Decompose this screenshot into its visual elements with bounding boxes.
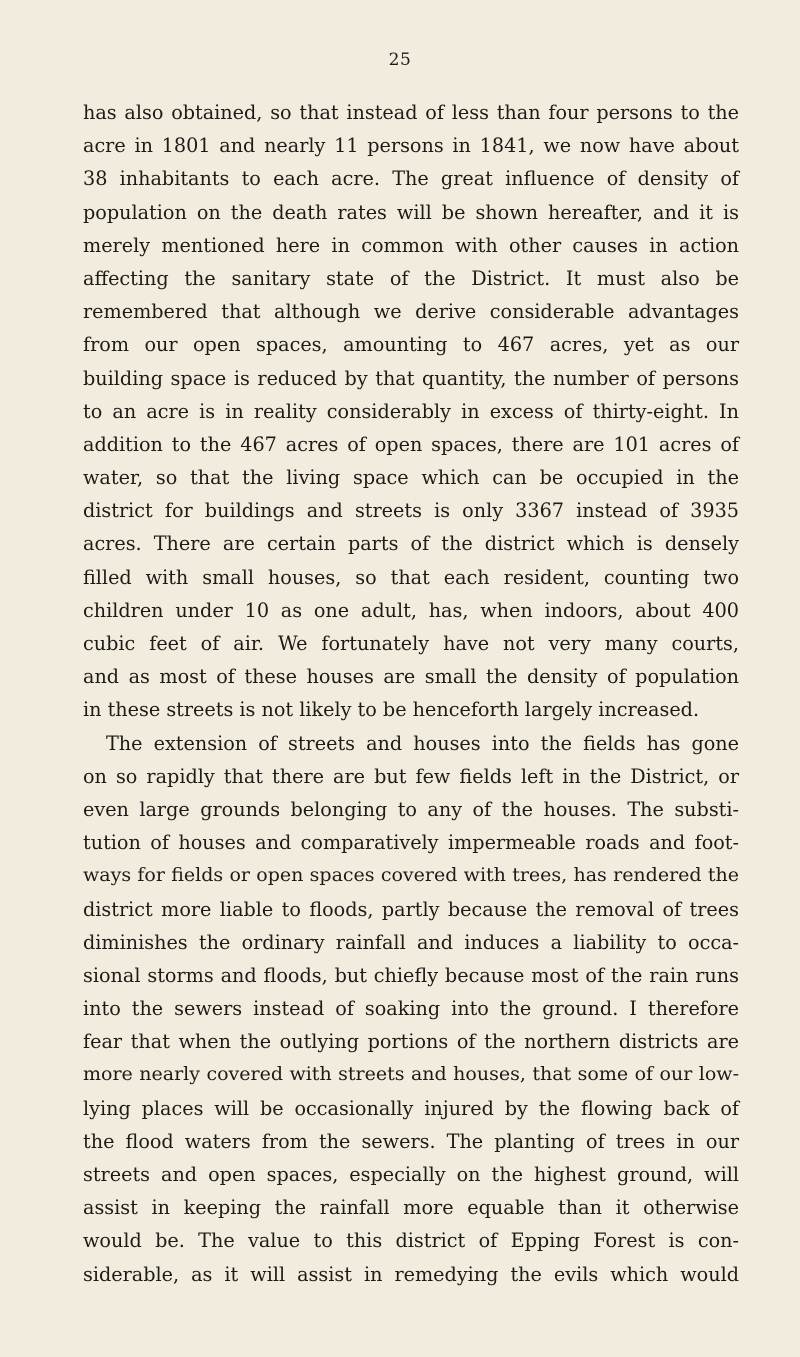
- text-line: fear that when the outlying portions of the northern districts are: [83, 1030, 739, 1054]
- text-line: population on the death rates will be shown hereafter, and it is: [83, 200, 739, 224]
- text-line: district for buildings and streets is only 3367 instead of 3935: [83, 499, 739, 523]
- text-line: tution of houses and comparatively impermeable roads and foot-: [83, 831, 739, 855]
- text-line: district more liable to floods, partly because the removal of trees: [83, 897, 739, 921]
- text-line: filled with small houses, so that each resident, counting two: [83, 565, 739, 589]
- text-line: building space is reduced by that quantity, the number of persons: [83, 366, 739, 390]
- text-line: even large grounds belonging to any of the houses. The substi-: [83, 797, 739, 821]
- text-line: has also obtained, so that instead of less than four persons to the: [83, 101, 739, 124]
- body-text: [83, 96, 739, 1291]
- text-line: addition to the 467 acres of open spaces, there are 101 acres of: [83, 432, 739, 456]
- text-line: lying places will be occasionally injured by the flowing back of: [83, 1096, 739, 1120]
- text-line: in these streets is not likely to be henceforth largely increased.: [83, 698, 700, 722]
- paragraph-floods: [83, 727, 739, 1291]
- text-line: more nearly covered with streets and houses, that some of our low-: [83, 1063, 739, 1086]
- text-line: on so rapidly that there are but few fields left in the District, or: [83, 764, 739, 788]
- text-line: 38 inhabitants to each acre. The great influence of density of: [83, 167, 739, 191]
- text-line: the flood waters from the sewers. The planting of trees in our: [83, 1129, 739, 1153]
- page-number: 25: [388, 50, 412, 70]
- text-line: from our open spaces, amounting to 467 acres, yet as our: [83, 333, 739, 357]
- text-line: diminishes the ordinary rainfall and induces a liability to occa-: [83, 930, 739, 954]
- text-line: and as most of these houses are small the density of population: [83, 665, 739, 689]
- text-line: acre in 1801 and nearly 11 persons in 1841, we now have about: [83, 134, 739, 158]
- text-line: streets and open spaces, especially on the highest ground, will: [83, 1163, 739, 1186]
- text-line: affecting the sanitary state of the District. It must also be: [83, 266, 739, 290]
- text-line: ways for fields or open spaces covered with trees, has rendered the: [83, 864, 739, 887]
- text-line: siderable, as it will assist in remedying the evils which would: [83, 1262, 739, 1286]
- text-line: assist in keeping the rainfall more equable than it otherwise: [83, 1196, 739, 1220]
- text-line: cubic feet of air. We fortunately have not very many courts,: [83, 632, 739, 655]
- paragraph-density: [83, 96, 739, 727]
- text-line: remembered that although we derive considerable advantages: [83, 300, 739, 324]
- text-line: to an acre is in reality considerably in excess of thirty-eight. In: [83, 399, 739, 423]
- text-line: acres. There are certain parts of the district which is densely: [83, 532, 739, 556]
- text-line: The extension of streets and houses into the fields has gone: [106, 731, 739, 755]
- text-line: children under 10 as one adult, has, when indoors, about 400: [83, 598, 739, 622]
- text-line: into the sewers instead of soaking into the ground. I therefore: [83, 997, 739, 1021]
- text-line: merely mentioned here in common with other causes in action: [83, 233, 739, 257]
- text-line: water, so that the living space which can be occupied in the: [83, 466, 739, 490]
- text-line: sional storms and floods, but chiefly because most of the rain runs: [83, 963, 739, 987]
- text-line: would be. The value to this district of Epping Forest is con-: [83, 1229, 739, 1253]
